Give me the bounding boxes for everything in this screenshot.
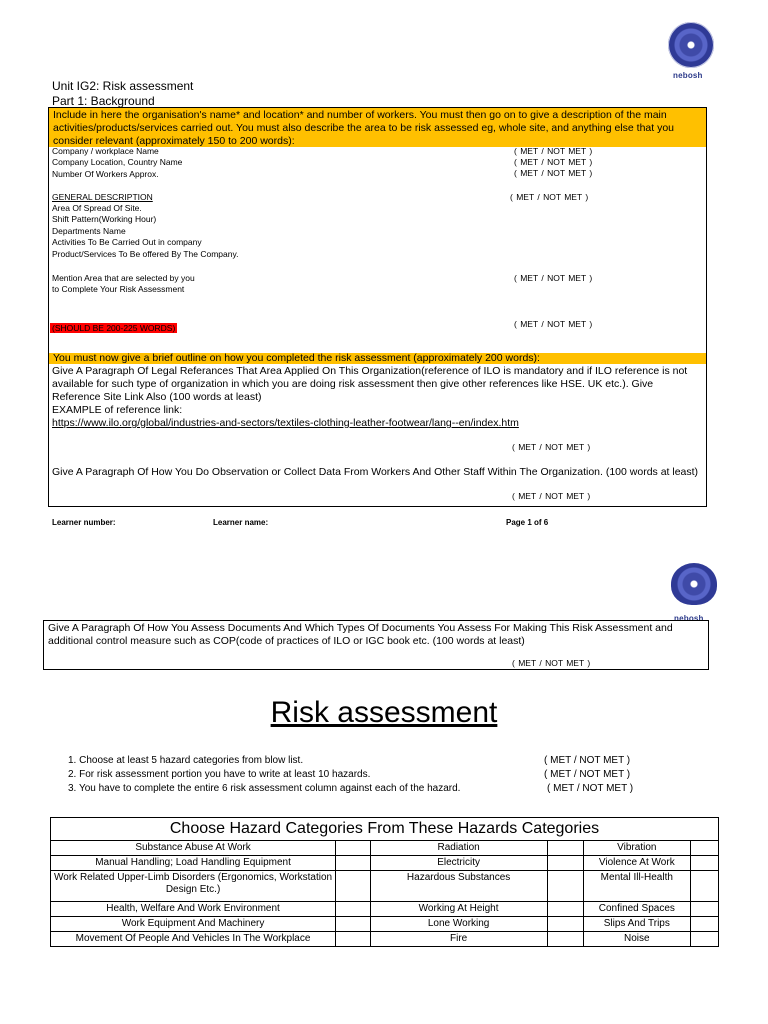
observation-paragraph: Give A Paragraph Of How You Do Observation or Collect Data From Workers And Other Staff Within The Organization. (100 words at least) [52,466,699,478]
hazard-category: Vibration [583,841,690,856]
general-item: Departments Name [52,225,126,236]
checkbox-cell[interactable] [690,856,718,871]
met-status-6: ( MET / NOT MET ) [514,319,593,329]
general-description-heading: GENERAL DESCRIPTION [52,192,153,202]
general-item: Shift Pattern(Working Hour) [52,214,157,225]
hazard-category: Movement Of People And Vehicles In The Workplace [51,932,336,947]
hazard-category: Violence At Work [583,856,690,871]
checkbox-cell[interactable] [336,856,371,871]
table-row [51,902,719,917]
checkbox-cell[interactable] [690,871,718,902]
hazard-category: Work Equipment And Machinery [51,917,336,932]
section1-instructions: Include in here the organisation's name* and location* and number of workers. You must then go on to give a description of the main activities/products/services carried out. You must also describe the area to be risk assessed eg, whole site, and anything else that you consider relevant (approximately 150 to 200 words): [49,108,706,147]
met-status-11: ( MET / NOT MET ) [544,769,631,780]
checkbox-cell[interactable] [336,917,371,932]
company-fields [52,146,182,180]
checkbox-cell[interactable] [336,841,371,856]
hazard-category: Health, Welfare And Work Environment [51,902,336,917]
met-status-10: ( MET / NOT MET ) [544,755,631,766]
nebosh-logo-text: nebosh [674,614,704,623]
learner-name-label: Learner name: [213,518,269,527]
example-label: EXAMPLE of reference link: [52,404,183,416]
instruction-item: 2. For risk assessment portion you have to write at least 10 hazards. [68,769,371,780]
met-status-3: ( MET / NOT MET ) [514,168,593,178]
hazard-category: Work Related Upper-Limb Disorders (Ergonomics, Workstation Design Etc.) [51,871,336,902]
checkbox-cell[interactable] [690,841,718,856]
risk-assessment-title: Risk assessment [270,696,498,729]
hazard-category: Radiation [370,841,547,856]
general-items [52,203,238,260]
table-row [51,856,719,871]
hazard-category: Slips And Trips [583,917,690,932]
unit-title: Unit IG2: Risk assessment [52,79,194,93]
section2-instructions: You must now give a brief outline on how you completed the risk assessment (approximately 200 words): [49,353,706,364]
checkbox-cell[interactable] [336,902,371,917]
hazard-category: Confined Spaces [583,902,690,917]
nebosh-logo-text: nebosh [673,71,703,80]
area-line-2: to Complete Your Risk Assessment [52,284,185,295]
met-status-7: ( MET / NOT MET ) [512,442,591,452]
met-status-4: ( MET / NOT MET ) [510,192,589,202]
table-row [51,841,719,856]
word-count-warning [50,318,177,336]
hazard-categories-table [50,817,719,947]
hazard-category: Working At Height [370,902,547,917]
hazard-category: Hazardous Substances [370,871,547,902]
nebosh-logo-icon [671,563,717,605]
nebosh-logo-icon [668,22,714,68]
checkbox-cell[interactable] [547,917,583,932]
general-item: Product/Services To Be offered By The Company. [52,248,239,259]
checkbox-cell[interactable] [690,917,718,932]
learner-number-label: Learner number: [52,518,116,527]
met-status-9: ( MET / NOT MET ) [512,658,591,668]
area-line-1: Mention Area that are selected by you [52,273,195,283]
hazard-category: Lone Working [370,917,547,932]
checkbox-cell[interactable] [690,902,718,917]
checkbox-cell[interactable] [547,902,583,917]
documents-paragraph: Give A Paragraph Of How You Assess Documents And Which Types Of Documents You Assess For Making This Risk Assessment and additional control measure such as COP(code of practices of ILO or IGC book etc. (100 words at least) [48,622,673,647]
checkbox-cell[interactable] [336,871,371,902]
hazard-table-title: Choose Hazard Categories From These Hazards Categories [51,818,719,841]
table-row [51,932,719,947]
ilo-reference-link[interactable]: https://www.ilo.org/global/industries-and-sectors/textiles-clothing-leather-footwear/lang--en/index.htm [52,417,519,429]
instruction-met-column [544,754,633,796]
hazard-category: Electricity [370,856,547,871]
company-location-field: Company Location, Country Name [52,157,183,168]
page-number: Page 1 of 6 [506,518,549,527]
hazard-category: Fire [370,932,547,947]
word-count-warning-text: (SHOULD BE 200-225 WORDS) [52,323,176,333]
checkbox-cell[interactable] [690,932,718,947]
number-of-workers-field: Number Of Workers Approx. [52,168,159,179]
hazard-category: Substance Abuse At Work [51,841,336,856]
checkbox-cell[interactable] [547,856,583,871]
hazard-category: Noise [583,932,690,947]
general-item: Area Of Spread Of Site. [52,203,142,213]
met-status-8: ( MET / NOT MET ) [512,491,591,501]
part-title: Part 1: Background [52,94,155,108]
met-status-2: ( MET / NOT MET ) [514,157,593,167]
met-status-1: ( MET / NOT MET ) [514,146,593,156]
checkbox-cell[interactable] [547,871,583,902]
legal-references-paragraph: Give A Paragraph Of Legal Referances That Area Applied On This Organization(reference of ILO is mandatory and if ILO reference is not available for such type of organization in which you are doing risk assessment then give other references like HSE. UK etc.). Give Reference Site Link Also (100 words at least) [52,365,688,403]
hazard-category: Mental Ill-Health [583,871,690,902]
table-row [51,917,719,932]
instruction-list [68,754,460,796]
checkbox-cell[interactable] [547,841,583,856]
company-name-field: Company / workplace Name [52,146,159,156]
instruction-item: 3. You have to complete the entire 6 risk assessment column against each of the hazard. [68,783,461,794]
general-item: Activities To Be Carried Out in company [52,237,202,248]
met-status-5: ( MET / NOT MET ) [514,273,593,283]
table-row [51,871,719,902]
checkbox-cell[interactable] [336,932,371,947]
instruction-item: 1. Choose at least 5 hazard categories from blow list. [68,755,304,766]
area-selected-text [52,273,195,296]
met-status-12: ( MET / NOT MET ) [547,783,634,794]
checkbox-cell[interactable] [547,932,583,947]
documents-assessment-box [43,620,709,670]
hazard-category: Manual Handling; Load Handling Equipment [51,856,336,871]
